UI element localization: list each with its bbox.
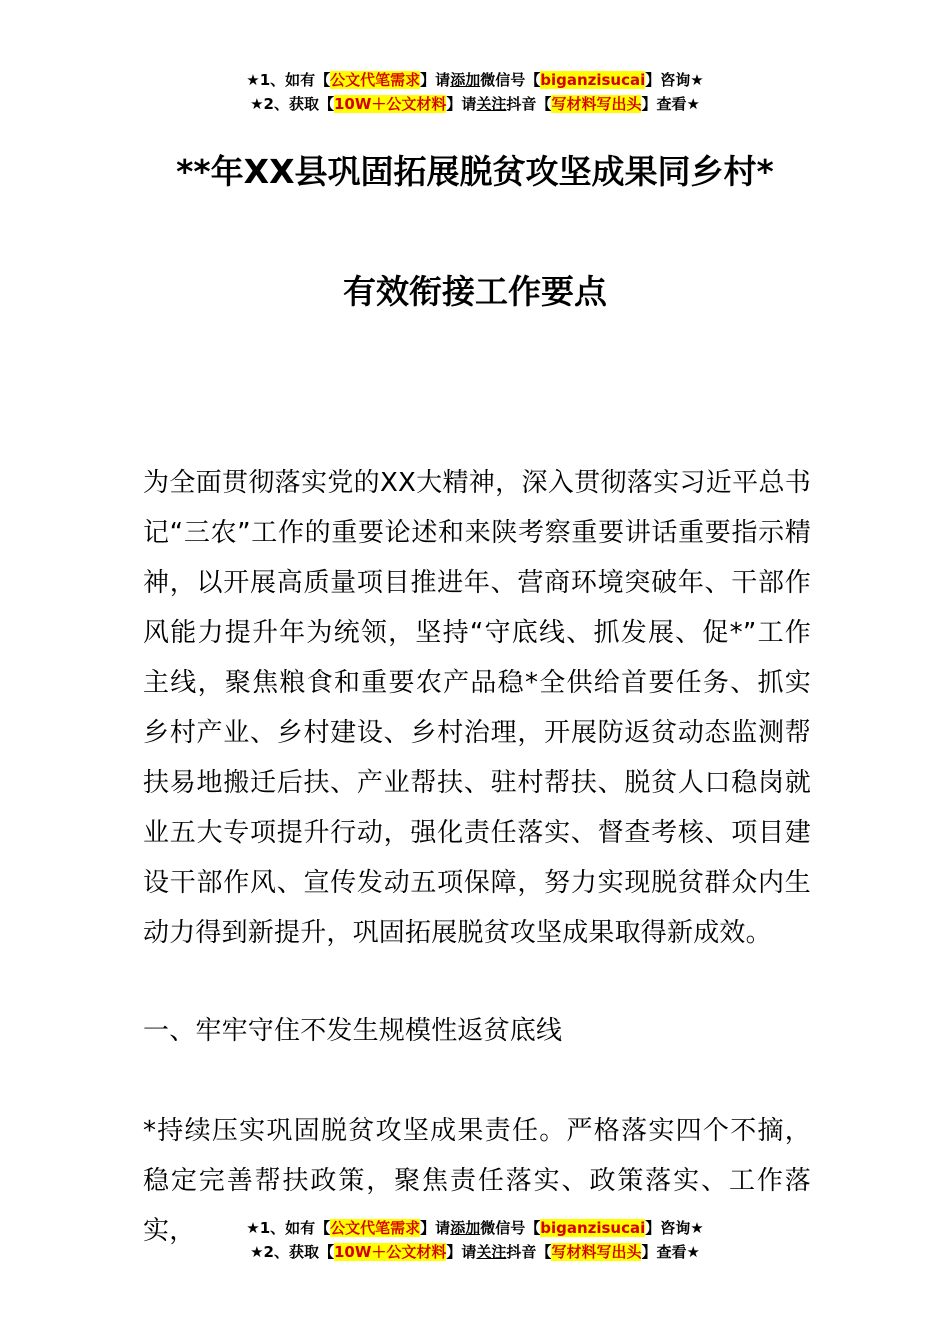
banner-line-2: [0, 1240, 950, 1264]
banner-text: 抖音【: [506, 95, 552, 113]
banner-highlight: 10W＋公文材料: [333, 95, 447, 113]
banner-text: 微信号【: [480, 1219, 541, 1237]
banner-text: ★2、获取【: [250, 1243, 334, 1261]
banner-line-1: [0, 1216, 950, 1240]
section-heading-1: 一、牢牢守住不发生规模性返贫底线: [143, 1016, 563, 1046]
banner-text: 】查看★: [641, 95, 700, 113]
banner-underlined-text: 添加: [450, 1219, 481, 1237]
document-title-line-1: **年XX县巩固拓展脱贫攻坚成果同乡村*: [176, 152, 774, 191]
header-banner: [0, 68, 950, 116]
banner-text: 】请: [420, 71, 451, 89]
intro-paragraph: 为全面贯彻落实党的XX大精神，深入贯彻落实习近平总书记“三农”工作的重要论述和来陕考察重要讲话重要指示精神，以开展高质量项目推进年、营商环境突破年、干部作风能力提升年为统领，坚持“守底线、抓发展、促*”工作主线，聚焦粮食和重要农产品稳*全供给首要任务、抓实乡村产业、乡村建设、乡村治理，开展防返贫动态监测帮扶易地搬迁后扶、产业帮扶、驻村帮扶、脱贫人口稳岗就业五大专项提升行动，强化责任落实、督查考核、项目建设干部作风、宣传发动五项保障，努力实现脱贫群众内生动力得到新提升，巩固拓展脱贫攻坚成果取得新成效。: [143, 468, 811, 948]
body-paragraph: *持续压实巩固脱贫攻坚成果责任。严格落实四个不摘，稳定完善帮扶政策，聚焦责任落实、政策落实、工作落实，: [143, 1116, 811, 1246]
banner-wechat-id: biganzisucai: [540, 71, 646, 89]
banner-text: 】请: [446, 1243, 477, 1261]
document-title-line-2: 有效衔接工作要点: [343, 272, 607, 311]
banner-underlined-text: 添加: [450, 71, 481, 89]
banner-text: 】咨询★: [645, 71, 704, 89]
banner-text: ★2、获取【: [250, 95, 334, 113]
banner-line-1: [0, 68, 950, 92]
banner-douyin-id: 写材料写出头: [551, 95, 642, 113]
banner-highlight: 公文代笔需求: [330, 71, 421, 89]
banner-text: 】咨询★: [645, 1219, 704, 1237]
banner-text: ★1、如有【: [246, 71, 331, 89]
footer-banner: [0, 1216, 950, 1264]
banner-text: 微信号【: [480, 71, 541, 89]
banner-text: 】请: [446, 95, 477, 113]
banner-underlined-text: 关注: [476, 1243, 507, 1261]
banner-underlined-text: 关注: [476, 95, 507, 113]
banner-wechat-id: biganzisucai: [540, 1219, 646, 1237]
banner-text: 】查看★: [641, 1243, 700, 1261]
banner-highlight: 公文代笔需求: [330, 1219, 421, 1237]
banner-highlight: 10W＋公文材料: [333, 1243, 447, 1261]
banner-text: ★1、如有【: [246, 1219, 331, 1237]
banner-text: 】请: [420, 1219, 451, 1237]
banner-douyin-id: 写材料写出头: [551, 1243, 642, 1261]
banner-line-2: [0, 92, 950, 116]
banner-text: 抖音【: [506, 1243, 552, 1261]
